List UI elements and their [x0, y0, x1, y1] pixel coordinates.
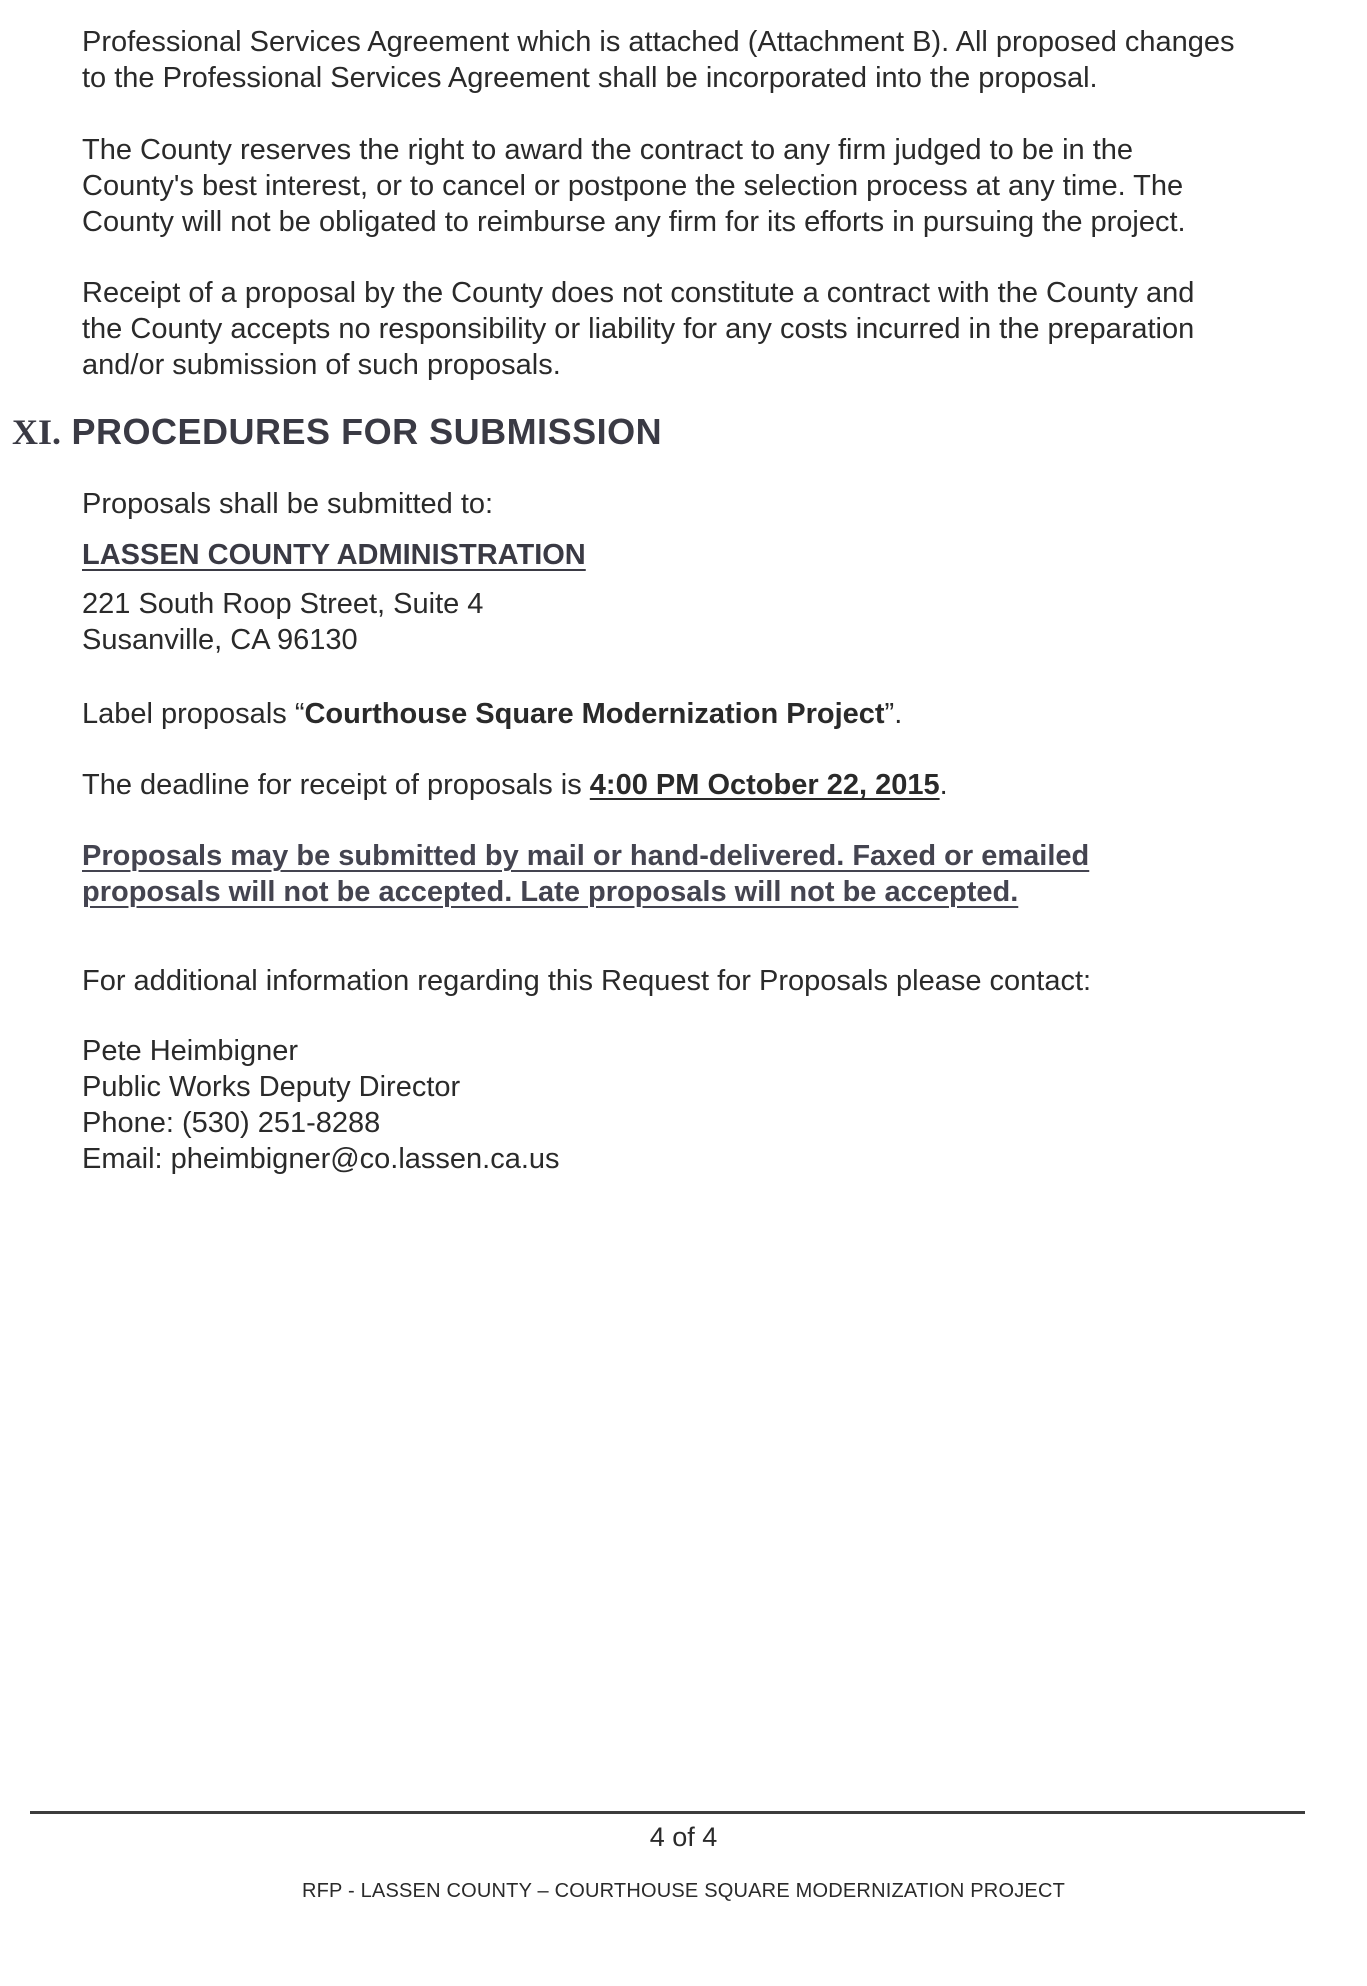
receipt-paragraph — [82, 275, 1337, 383]
section-number: XI. — [12, 412, 62, 452]
intro-paragraph — [82, 24, 1337, 96]
delivery-notice-line: Proposals may be submitted by mail or hand-delivered. Faxed or emailed — [82, 840, 1090, 872]
section-title: PROCEDURES FOR SUBMISSION — [71, 411, 663, 452]
contact-phone: Phone: (530) 251-8288 — [82, 1107, 381, 1139]
deadline-statement: The deadline for receipt of proposals is 4:00 PM October 22, 2015. — [82, 769, 948, 801]
intro-line: to the Professional Services Agreement shall be incorporated into the proposal. — [82, 62, 1098, 94]
contact-block — [82, 1033, 1337, 1177]
reserve-line: County will not be obligated to reimburse any firm for its efforts in pursuing the project. — [82, 206, 1186, 238]
footer-document-title: RFP - LASSEN COUNTY – COURTHOUSE SQUARE MODERNIZATION PROJECT — [301, 1880, 1066, 1902]
contact-title: Public Works Deputy Director — [82, 1071, 461, 1103]
reserve-line: County's best interest, or to cancel or postpone the selection process at any time. The — [82, 170, 1184, 202]
delivery-notice — [82, 838, 1337, 910]
delivery-notice-line: proposals will not be accepted. Late proposals will not be accepted. — [82, 876, 1019, 908]
page-number: 4 of 4 — [649, 1822, 718, 1852]
deadline-value: 4:00 PM October 22, 2015 — [589, 769, 940, 801]
submit-to-label: Proposals shall be submitted to: — [82, 488, 494, 520]
contact-email: Email: pheimbigner@co.lassen.ca.us — [82, 1143, 560, 1175]
address-block — [82, 537, 1337, 658]
contact-intro: For additional information regarding this Request for Proposals please contact: — [82, 965, 1092, 997]
intro-line: Professional Services Agreement which is attached (Attachment B). All proposed changes — [82, 26, 1235, 58]
receipt-line: Receipt of a proposal by the County does not constitute a contract with the County and — [82, 277, 1195, 309]
section-heading — [12, 410, 662, 454]
project-name: Courthouse Square Modernization Project — [304, 698, 885, 730]
receipt-line: and/or submission of such proposals. — [82, 349, 561, 381]
receipt-line: the County accepts no responsibility or liability for any costs incurred in the preparation — [82, 313, 1195, 345]
contact-name: Pete Heimbigner — [82, 1035, 298, 1067]
address-street: 221 South Roop Street, Suite 4 — [82, 588, 484, 620]
footer-divider — [30, 1811, 1305, 1814]
reserve-rights-paragraph — [82, 132, 1337, 240]
address-city: Susanville, CA 96130 — [82, 624, 358, 656]
address-organization: LASSEN COUNTY ADMINISTRATION — [82, 539, 586, 571]
label-instruction: Label proposals “Courthouse Square Modernization Project”. — [82, 698, 903, 730]
reserve-line: The County reserves the right to award the contract to any firm judged to be in the — [82, 134, 1134, 166]
